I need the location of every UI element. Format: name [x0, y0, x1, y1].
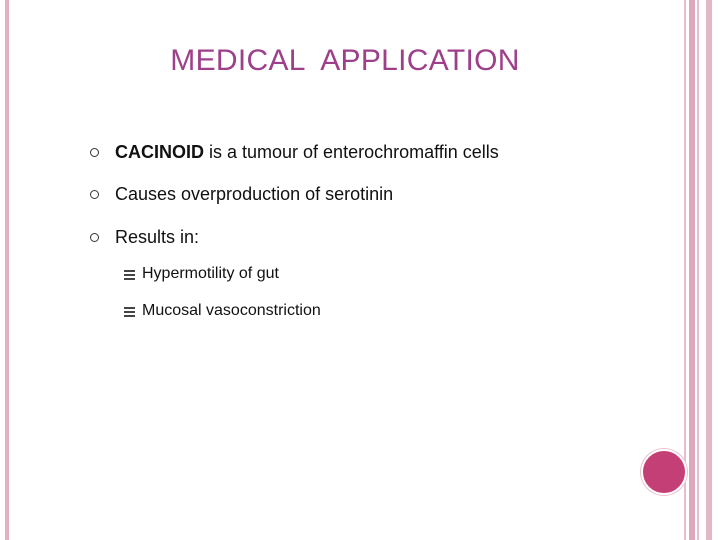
hollow-circle-bullet-icon	[90, 148, 99, 157]
bullet-item	[115, 227, 199, 248]
right-border-stripe	[684, 0, 686, 540]
bullet-item	[115, 184, 393, 205]
left-border-stripe	[5, 0, 9, 540]
bullet-text: Causes overproduction of serotinin	[115, 184, 394, 204]
stacked-lines-bullet-icon	[124, 307, 136, 317]
sub-bullet-item	[142, 265, 279, 283]
sub-bullet-text: Mucosal vasoconstriction	[142, 302, 321, 319]
right-border-stripe	[697, 0, 699, 540]
hollow-circle-bullet-icon	[90, 190, 99, 199]
slide-title: MEDICAL APPLICATION	[170, 44, 520, 77]
bullet-bold-term: CACINOID	[115, 142, 204, 162]
right-border-stripe	[706, 0, 712, 540]
bullet-text: Results in:	[115, 227, 200, 247]
sub-bullet-text: Hypermotility of gut	[142, 265, 279, 282]
right-border-stripe	[689, 0, 695, 540]
sub-bullet-item	[142, 302, 321, 320]
hollow-circle-bullet-icon	[90, 233, 99, 242]
bullet-text: is a tumour of enterochromaffin cells	[204, 142, 499, 162]
bullet-item	[115, 142, 499, 163]
filled-circle-icon	[641, 449, 687, 495]
stacked-lines-bullet-icon	[124, 270, 136, 280]
